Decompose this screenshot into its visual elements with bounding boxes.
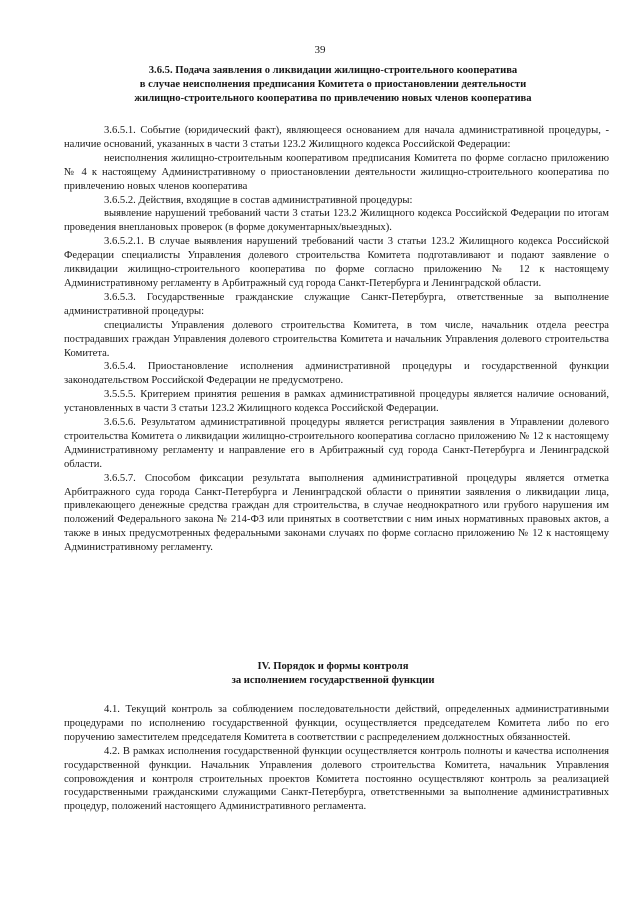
paragraph-3653-officials: специалисты Управления долевого строительства Комитета, в том числе, начальник отдела реестра пострадавших граждан Управления долевого строительства Комитета и начальник Управления долевого строительства Комитета.	[64, 319, 609, 359]
paragraph-3656: 3.6.5.6. Результатом административной процедуры является регистрация заявления в Управлении долевого строительства Комитета о ликвидации жилищно-строительного кооператива согласно приложению № 12 к настоящему Административному регламенту и направление его в Арбитражный суд города Санкт-Петербурга и Ленинградской области.	[64, 417, 609, 470]
paragraph-3657: 3.6.5.7. Способом фиксации результата выполнения административной процедуры является отметка Арбитражного суда города Санкт-Петербурга и Ленинградской области о принятии заявления о ликвидации лица, привлекающего денежные средства граждан для строительства, в случае неоднократного или грубого нарушения им положений Федерального закона № 214-ФЗ или принятых в соответствии с ним иных нормативных правовых актов, а также в иных предусмотренных федеральными законами случаях по форме согласно приложению № 12 к настоящему Административному регламенту.	[64, 472, 609, 554]
section-iv-title-line: IV. Порядок и формы контроля	[257, 661, 409, 672]
paragraph-3652: 3.6.5.2. Действия, входящие в состав административной процедуры:	[104, 194, 413, 206]
paragraph-41: 4.1. Текущий контроль за соблюдением последовательности действий, определенных административными процедурами по исполнению государственной функции, осуществляется председателем Комитета либо по его поручению заместителем председателя Комитета в соответствии с распределением должностных обязанностей.	[64, 704, 609, 743]
page-number: 39	[314, 44, 326, 56]
paragraph-3651-ground: неисполнения жилищно-строительным кооперативом предписания Комитета по форме согласно приложению № 4 к настоящему Административному о приостановлении деятельности жилищно-строительного кооператива по привлечению новых членов кооператива	[64, 152, 609, 192]
paragraph-36521: 3.6.5.2.1. В случае выявления нарушений требований части 3 статьи 123.2 Жилищного кодекса Российской Федерации специалисты Управления долевого строительства Комитета подготавливают и подают заявление о ликвидации жилищно-строительного кооператива по форме согласно приложению № 12 к настоящему Административному регламенту в Арбитражный суд города Санкт-Петербурга и Ленинградской области.	[64, 236, 609, 289]
section-365-title	[60, 64, 606, 106]
section-iv-title-line: за исполнением государственной функции	[231, 675, 435, 686]
paragraph-3651: 3.6.5.1. Событие (юридический факт), являющееся основанием для начала административной процедуры, - наличие оснований, указанных в части 3 статьи 123.2 Жилищного кодекса Российской Федерации:	[64, 125, 609, 150]
section-365-title-line: жилищно-строительного кооператива по привлечению новых членов кооператива	[134, 93, 532, 104]
paragraph-42: 4.2. В рамках исполнения государственной функции осуществляется контроль полноты и качества исполнения государственной функции. Начальник Управления долевого строительства Комитета, начальник Управления сопровождения и контроля строительных проектов Комитета постоянно осуществляют контроль за реализацией государственными гражданскими служащими Санкт-Петербурга, ответственными за выполнение административных процедур, положений настоящего Административного регламента.	[64, 745, 609, 813]
section-iv-title	[60, 660, 606, 688]
section-365-title-line: 3.6.5. Подача заявления о ликвидации жилищно-строительного кооператива	[148, 65, 518, 76]
paragraph-3652-action: выявление нарушений требований части 3 статьи 123.2 Жилищного кодекса Российской Федерации по итогам проведения внеплановых проверок (в форме документарных/выездных).	[64, 208, 609, 234]
paragraph-3653: 3.6.5.3. Государственные гражданские служащие Санкт-Петербурга, ответственные за выполнение административной процедуры:	[64, 291, 609, 317]
section-365-title-line: в случае неисполнения предписания Комитета о приостановлении деятельности	[139, 79, 527, 90]
section-365-body	[64, 124, 609, 555]
section-iv-body	[64, 703, 609, 814]
paragraph-3555: 3.5.5.5. Критерием принятия решения в рамках административной процедуры является наличие оснований, установленных в части 3 статьи 123.2 Жилищного кодекса Российской Федерации.	[64, 389, 609, 415]
paragraph-3654: 3.6.5.4. Приостановление исполнения административной процедуры и государственной функции законодательством Российской Федерации не предусмотрено.	[64, 361, 609, 387]
